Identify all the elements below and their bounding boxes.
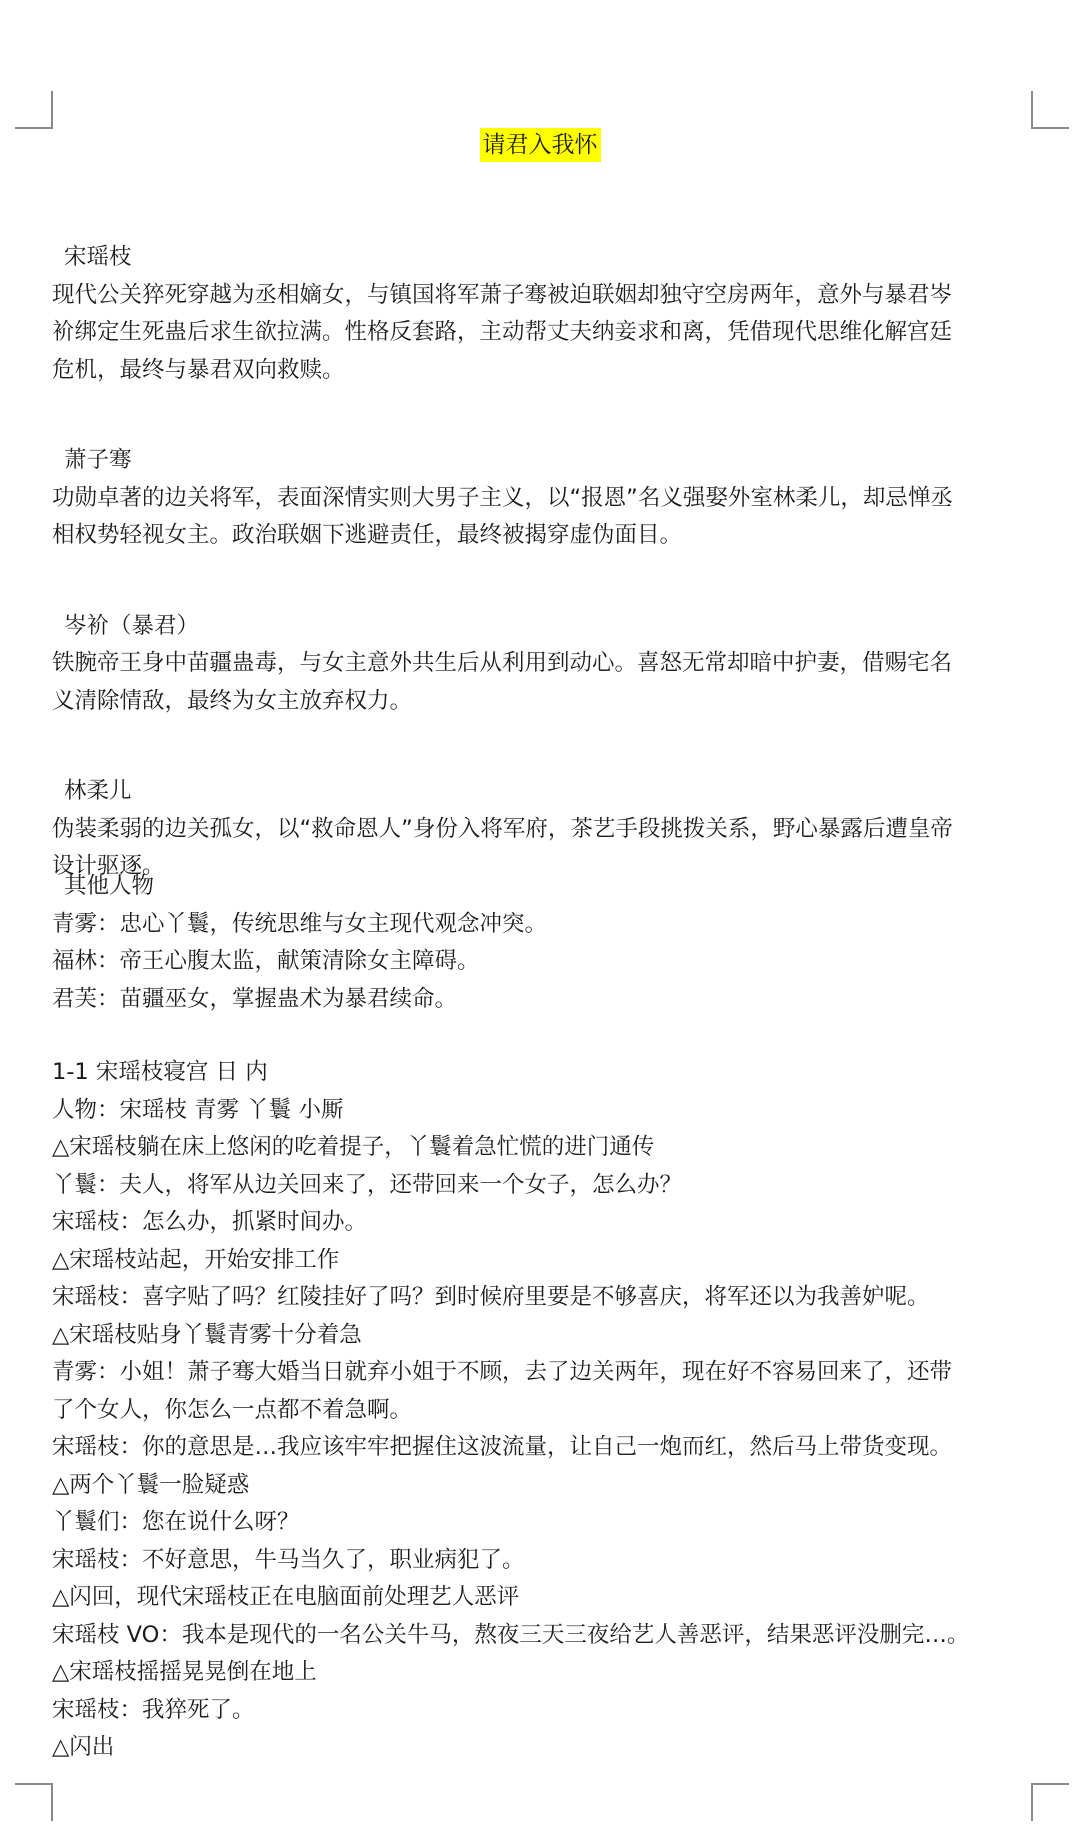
character-block: [52, 442, 1042, 555]
script-line: △两个丫鬟一脸疑惑: [52, 1471, 250, 1498]
script-line: 宋瑶枝 VO：我本是现代的一名公关牛马，熬夜三天三夜给艺人善恶评，结果恶评没删完…。: [52, 1621, 970, 1648]
script-line: △宋瑶枝站起，开始安排工作: [52, 1246, 340, 1273]
character-description-line: 现代公关猝死穿越为丞相嫡女，与镇国将军萧子骞被迫联姻却独守空房两年，意外与暴君岑: [52, 281, 953, 308]
character-name: 岑衸（暴君）: [64, 612, 200, 639]
script-line: △宋瑶枝贴身丫鬟青雾十分着急: [52, 1321, 362, 1348]
other-character-line: 君芙：苗疆巫女，掌握蛊术为暴君续命。: [52, 985, 458, 1012]
scene-1-1: [52, 1054, 1042, 1767]
character-block: [52, 608, 1042, 721]
other-character-line: 青雾：忠心丫鬟，传统思维与女主现代观念冲突。: [52, 910, 548, 937]
other-characters: [52, 868, 1042, 1018]
crop-mark-bottom-left: [15, 1783, 53, 1821]
character-description-line: 伪装柔弱的边关孤女，以“救命恩人”身份入将军府，茶艺手段挑拨关系，野心暴露后遭皇帝: [52, 815, 953, 842]
title-row: [0, 128, 1080, 162]
other-characters-heading: 其他人物: [64, 873, 155, 899]
script-line: 丫鬟们：您在说什么呀？: [52, 1509, 300, 1535]
crop-mark-bottom-right: [1031, 1783, 1069, 1821]
script-line: 宋瑶枝：你的意思是…我应该牢牢把握住这波流量，让自己一炮而红，然后马上带货变现。: [52, 1434, 953, 1460]
other-character-line: 福林：帝王心腹太监，献策清除女主障碍。: [52, 948, 480, 974]
character-description-line: 义清除情敌，最终为女主放弃权力。: [52, 687, 413, 714]
character-name: 萧子骞: [64, 447, 132, 473]
character-description-line: 相权势轻视女主。政治联姻下逃避责任，最终被揭穿虚伪面目。: [52, 522, 683, 548]
character-description-line: 设计驱逐。: [52, 853, 165, 879]
scene-heading: 1-1 宋瑶枝寝宫 日 内: [52, 1059, 268, 1085]
character-name: 宋瑶枝: [64, 244, 132, 270]
character-list: [52, 239, 1042, 886]
script-line: 青雾：小姐！萧子骞大婚当日就弃小姐于不顾，去了边关两年，现在好不容易回来了，还带: [52, 1359, 953, 1385]
character-description-line: 功勋卓著的边关将军，表面深情实则大男子主义，以“报恩”名义强娶外室林柔儿，却忌惮丞: [52, 484, 953, 511]
script-line: 宋瑶枝：不好意思，牛马当久了，职业病犯了。: [52, 1546, 525, 1573]
crop-mark-top-right: [1031, 91, 1069, 129]
character-block: [52, 239, 1042, 389]
script-line: △宋瑶枝摇摇晃晃倒在地上: [52, 1659, 317, 1685]
character-description-line: 危机，最终与暴君双向救赎。: [52, 356, 345, 383]
character-description-line: 衸绑定生死蛊后求生欲拉满。性格反套路，主动帮丈夫纳妾求和离，凭借现代思维化解宫廷: [52, 319, 953, 345]
document-title: 请君入我怀: [480, 128, 601, 162]
script-line: 丫鬟：夫人，将军从边关回来了，还带回来一个女子，怎么办？: [52, 1171, 683, 1198]
character-name: 林柔儿: [64, 778, 132, 804]
script-line: 宋瑶枝：我猝死了。: [52, 1696, 255, 1723]
crop-mark-top-left: [15, 91, 53, 129]
script-line: 了个女人，你怎么一点都不着急啊。: [52, 1396, 413, 1423]
script-line: 宋瑶枝：喜字贴了吗？红陵挂好了吗？到时候府里要是不够喜庆，将军还以为我善妒呢。: [52, 1284, 930, 1310]
script-line: 宋瑶枝：怎么办，抓紧时间办。: [52, 1209, 368, 1235]
character-description-line: 铁腕帝王身中苗疆蛊毒，与女主意外共生后从利用到动心。喜怒无常却暗中护妻，借赐宅名: [52, 650, 953, 676]
script-line: 人物：宋瑶枝 青雾 丫鬟 小厮: [52, 1096, 344, 1123]
script-line: △闪出: [52, 1734, 115, 1760]
script-line: △闪回，现代宋瑶枝正在电脑面前处理艺人恶评: [52, 1584, 520, 1610]
script-line: △宋瑶枝躺在床上悠闲的吃着提子，丫鬟着急忙慌的进门通传: [52, 1134, 655, 1160]
